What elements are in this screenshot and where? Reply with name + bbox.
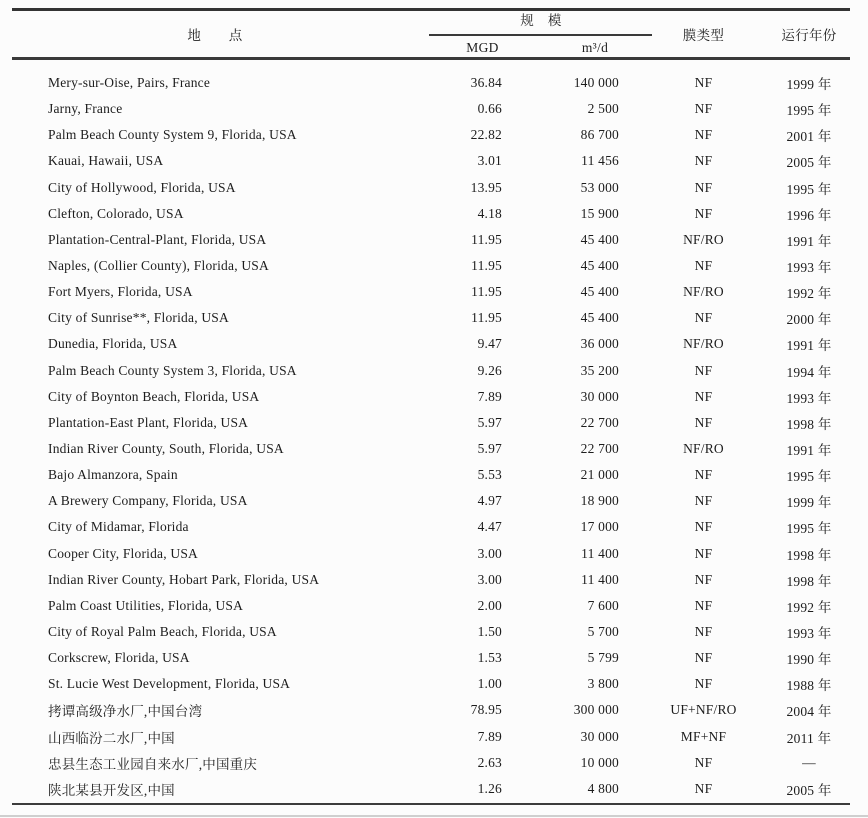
cell-operation-year: 2000 年 [786,312,832,328]
cell-m3d: 45 400 [580,231,619,247]
cell-m3d: 21 000 [580,467,619,483]
cell-location: City of Midamar, Florida [48,519,189,535]
cell-membrane-type: NF/RO [683,336,724,352]
header-scale-group: 规 模 [520,13,562,28]
cell-membrane-type: NF/RO [683,284,724,300]
cell-operation-year: 1998 年 [786,416,832,432]
cell-membrane-type: NF [694,676,713,692]
table-row [0,645,868,671]
table-bottom-border [12,803,850,805]
table-row [0,724,868,750]
cell-operation-year: 1991 年 [786,338,832,354]
cell-mgd: 9.47 [477,336,502,352]
cell-m3d: 45 400 [580,310,619,326]
cell-membrane-type: NF/RO [683,441,724,457]
table-row [0,148,868,174]
cell-m3d: 45 400 [580,284,619,300]
cell-operation-year: 2011 年 [786,730,832,746]
cell-membrane-type: NF [694,754,713,770]
cell-operation-year: 1998 年 [786,573,832,589]
cell-mgd: 13.95 [470,179,502,195]
cell-membrane-type: NF [694,362,713,378]
table-row [0,488,868,514]
cell-mgd: 5.53 [477,467,502,483]
cell-operation-year: 1993 年 [786,260,832,276]
cell-operation-year: 1990 年 [786,652,832,668]
cell-location: Plantation-Central-Plant, Florida, USA [48,231,267,247]
cell-operation-year: 1993 年 [786,390,832,406]
cell-operation-year: 1999 年 [786,77,832,93]
cell-membrane-type: NF [694,467,713,483]
cell-location: Corkscrew, Florida, USA [48,650,190,666]
cell-membrane-type: NF [694,153,713,169]
cell-location: 拷谭高级净水厂,中国台湾 [48,704,203,720]
cell-operation-year: 2001 年 [786,129,832,145]
cell-m3d: 36 000 [580,336,619,352]
header-membrane-type: 膜类型 [682,28,725,43]
table-row [0,253,868,279]
cell-membrane-type: UF+NF/RO [670,702,737,718]
cell-location: City of Royal Palm Beach, Florida, USA [48,624,277,640]
cell-membrane-type: NF [694,179,713,195]
table-row [0,227,868,253]
table-row [0,671,868,697]
cell-location: Jarny, France [48,101,123,117]
cell-mgd: 1.26 [477,780,502,796]
header-operation-year: 运行年份 [781,28,837,43]
cell-membrane-type: NF [694,493,713,509]
table-row [0,619,868,645]
table-row [0,384,868,410]
cell-m3d: 300 000 [573,702,619,718]
cell-membrane-type: NF [694,310,713,326]
cell-membrane-type: NF [694,414,713,430]
cell-location: City of Sunrise**, Florida, USA [48,310,229,326]
cell-location: Indian River County, Hobart Park, Florida, USA [48,571,320,587]
cell-location: City of Hollywood, Florida, USA [48,179,236,195]
cell-membrane-type: NF [694,624,713,640]
cell-membrane-type: NF [694,650,713,666]
cell-operation-year: 1996 年 [786,207,832,223]
cell-m3d: 17 000 [580,519,619,535]
cell-mgd: 11.95 [471,284,502,300]
table-row [0,567,868,593]
cell-mgd: 1.53 [477,650,502,666]
cell-m3d: 3 800 [587,676,619,692]
cell-mgd: 7.89 [477,728,502,744]
cell-location: Clefton, Colorado, USA [48,205,184,221]
cell-mgd: 7.89 [477,388,502,404]
header-mgd: MGD [466,40,499,55]
cell-m3d: 22 700 [580,414,619,430]
table-row [0,358,868,384]
cell-m3d: 45 400 [580,258,619,274]
cell-location: 忠县生态工业园自来水厂,中国重庆 [48,756,258,772]
table-row [0,122,868,148]
page-bottom-faint-line [0,815,868,817]
header-location: 地 点 [187,28,243,43]
cell-mgd: 1.00 [477,676,502,692]
table-row [0,331,868,357]
cell-membrane-type: NF [694,75,713,91]
cell-mgd: 78.95 [470,702,502,718]
cell-location: Dunedia, Florida, USA [48,336,178,352]
cell-mgd: 1.50 [477,624,502,640]
cell-m3d: 30 000 [580,728,619,744]
cell-mgd: 3.00 [477,571,502,587]
cell-mgd: 4.97 [477,493,502,509]
cell-operation-year: 1995 年 [786,521,832,537]
table-row [0,697,868,723]
cell-location: City of Boynton Beach, Florida, USA [48,388,260,404]
cell-m3d: 35 200 [580,362,619,378]
cell-mgd: 11.95 [471,310,502,326]
cell-m3d: 10 000 [580,754,619,770]
cell-operation-year: 1992 年 [786,599,832,615]
cell-mgd: 5.97 [477,441,502,457]
table-row [0,410,868,436]
cell-membrane-type: NF [694,205,713,221]
cell-operation-year: 1993 年 [786,626,832,642]
cell-mgd: 11.95 [471,258,502,274]
cell-mgd: 0.66 [477,101,502,117]
cell-operation-year: 1995 年 [786,469,832,485]
cell-m3d: 11 456 [581,153,619,169]
cell-operation-year: 1991 年 [786,443,832,459]
cell-location: Plantation-East Plant, Florida, USA [48,414,249,430]
cell-location: Bajo Almanzora, Spain [48,467,178,483]
cell-mgd: 5.97 [477,414,502,430]
cell-location: Kauai, Hawaii, USA [48,153,164,169]
cell-mgd: 4.18 [477,205,502,221]
table-row [0,70,868,96]
cell-operation-year: 1994 年 [786,364,832,380]
cell-mgd: 2.63 [477,754,502,770]
cell-operation-year: 2005 年 [786,155,832,171]
table-header-border [12,57,850,60]
header-m3d: m³/d [581,40,609,55]
cell-m3d: 7 600 [587,597,619,613]
table-row [0,541,868,567]
table-row [0,776,868,802]
cell-m3d: 4 800 [587,780,619,796]
cell-mgd: 3.01 [477,153,502,169]
table-row [0,750,868,776]
scale-group-underline [429,34,652,36]
cell-m3d: 11 400 [581,545,619,561]
cell-m3d: 140 000 [573,75,619,91]
cell-operation-year: 1992 年 [786,286,832,302]
cell-mgd: 9.26 [477,362,502,378]
cell-membrane-type: NF/RO [683,231,724,247]
cell-location: Palm Coast Utilities, Florida, USA [48,597,244,613]
cell-membrane-type: NF [694,519,713,535]
cell-mgd: 2.00 [477,597,502,613]
cell-location: Palm Beach County System 3, Florida, USA [48,362,297,378]
cell-membrane-type: NF [694,101,713,117]
cell-m3d: 5 799 [587,650,619,666]
cell-membrane-type: MF+NF [680,728,727,744]
cell-location: St. Lucie West Development, Florida, USA [48,676,291,692]
cell-m3d: 86 700 [580,127,619,143]
cell-operation-year: 1988 年 [786,678,832,694]
cell-location: Mery-sur-Oise, Pairs, France [48,75,211,91]
cell-mgd: 36.84 [470,75,502,91]
table-row [0,279,868,305]
cell-location: Cooper City, Florida, USA [48,545,198,561]
table-row [0,462,868,488]
cell-mgd: 4.47 [477,519,502,535]
cell-operation-year: 2005 年 [786,782,832,798]
table-body [0,70,868,802]
table-row [0,201,868,227]
cell-location: 陕北某县开发区,中国 [48,782,175,798]
cell-location: Naples, (Collier County), Florida, USA [48,258,269,274]
cell-mgd: 22.82 [470,127,502,143]
cell-membrane-type: NF [694,597,713,613]
cell-membrane-type: NF [694,258,713,274]
cell-membrane-type: NF [694,388,713,404]
cell-operation-year: 1995 年 [786,103,832,119]
cell-operation-year: 1998 年 [786,547,832,563]
cell-location: Indian River County, South, Florida, USA [48,441,284,457]
table-row [0,96,868,122]
table-row [0,593,868,619]
cell-operation-year: — [802,754,816,770]
cell-m3d: 5 700 [587,624,619,640]
table-row [0,175,868,201]
cell-membrane-type: NF [694,571,713,587]
table-top-border [12,8,850,11]
cell-m3d: 15 900 [580,205,619,221]
cell-membrane-type: NF [694,780,713,796]
cell-location: A Brewery Company, Florida, USA [48,493,248,509]
cell-membrane-type: NF [694,545,713,561]
table-row [0,436,868,462]
cell-m3d: 2 500 [587,101,619,117]
table-row [0,514,868,540]
cell-membrane-type: NF [694,127,713,143]
cell-m3d: 11 400 [581,571,619,587]
cell-m3d: 30 000 [580,388,619,404]
table-row [0,305,868,331]
cell-operation-year: 1999 年 [786,495,832,511]
cell-m3d: 53 000 [580,179,619,195]
cell-mgd: 11.95 [471,231,502,247]
cell-operation-year: 1991 年 [786,233,832,249]
cell-location: 山西临汾二水厂,中国 [48,730,175,746]
cell-location: Fort Myers, Florida, USA [48,284,193,300]
cell-mgd: 3.00 [477,545,502,561]
cell-operation-year: 2004 年 [786,704,832,720]
cell-location: Palm Beach County System 9, Florida, USA [48,127,297,143]
cell-operation-year: 1995 年 [786,181,832,197]
cell-m3d: 18 900 [580,493,619,509]
cell-m3d: 22 700 [580,441,619,457]
